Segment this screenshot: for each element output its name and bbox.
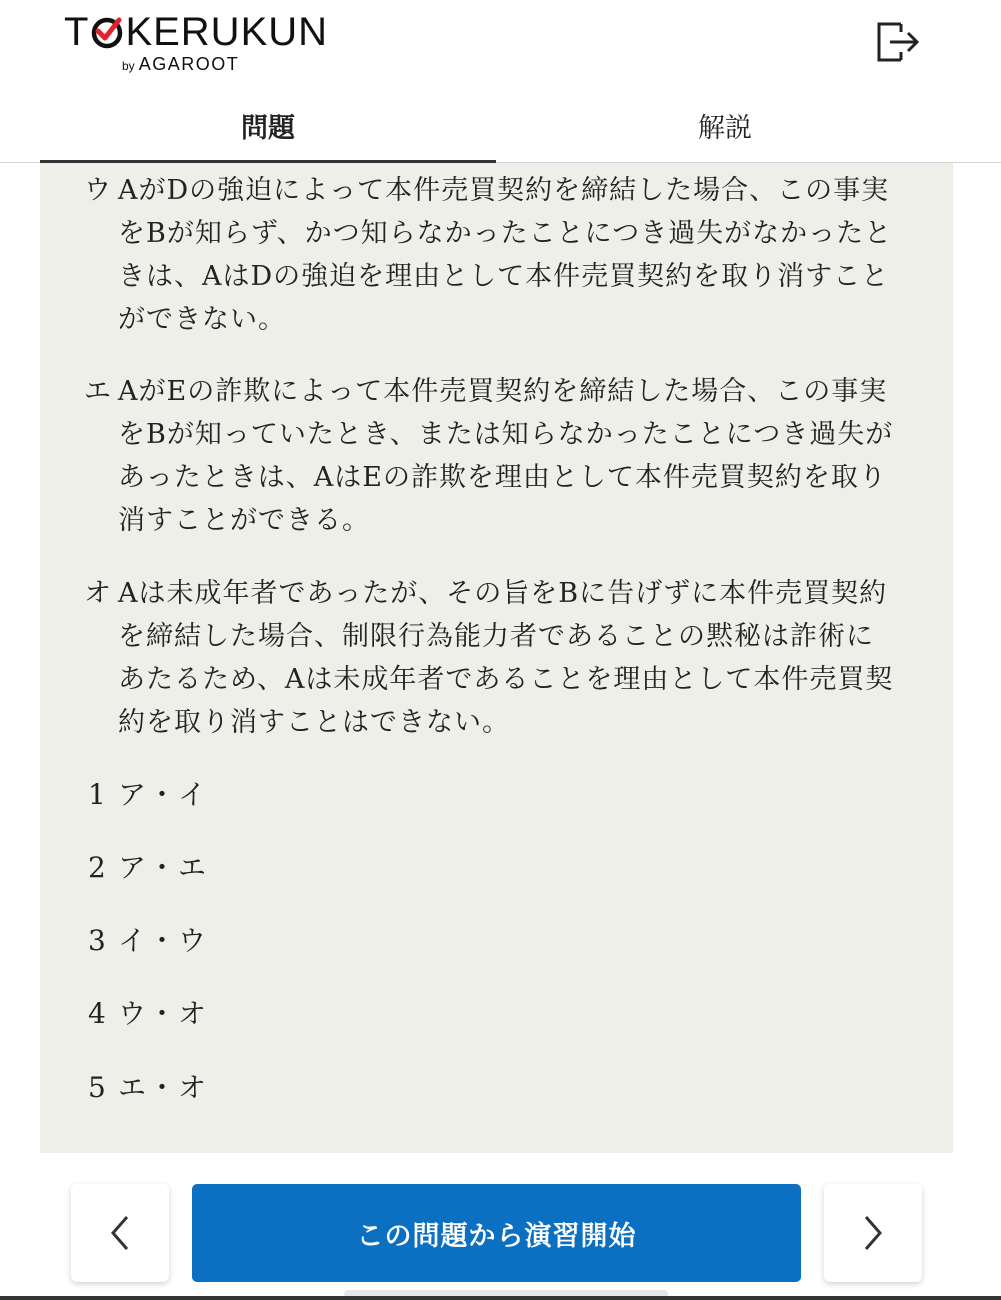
answer-choice: 5 エ・オ	[88, 1071, 209, 1104]
statement-o	[84, 572, 894, 744]
previous-question-button[interactable]	[71, 1184, 169, 1282]
app-header	[0, 0, 1001, 90]
logo-byline: by AGAROOT	[122, 54, 240, 74]
statement-e	[84, 370, 894, 542]
next-question-button[interactable]	[824, 1184, 922, 1282]
answer-choice: 2 ア・エ	[88, 851, 209, 884]
answer-choice: 1 ア・イ	[88, 778, 209, 811]
question-content	[40, 163, 953, 1153]
statement-mark: ウ	[84, 175, 112, 206]
chevron-right-icon	[861, 1213, 885, 1253]
tab-bar	[0, 90, 1001, 163]
logo-wordmark: T KERUKUN	[64, 10, 329, 54]
statement-text: AがEの詐欺によって本件売買契約を締結した場合、この事実をBが知っていたとき、または知らなかったことにつき過失があったときは、AはEの詐欺を理由として本件売買契約を取り消すことができる。	[118, 376, 894, 536]
statement-mark: オ	[84, 578, 112, 609]
answer-choice: 3 イ・ウ	[88, 924, 209, 957]
statement-u	[84, 169, 894, 341]
statement-text: Aは未成年者であったが、その旨をBに告げずに本件売買契約を締結した場合、制限行為能力者であることの黙秘は詐術にあたるため、Aは未成年者であることを理由として本件売買契約を取り消すことはできない。	[118, 578, 894, 738]
logout-button[interactable]	[873, 20, 921, 64]
chevron-left-icon	[108, 1213, 132, 1253]
logout-icon	[873, 20, 921, 64]
answer-choice: 4 ウ・オ	[88, 997, 209, 1030]
tab-explanation[interactable]: 解説	[698, 112, 752, 144]
tab-question[interactable]: 問題	[40, 90, 496, 163]
check-circle-logo-icon	[90, 15, 124, 49]
start-practice-button[interactable]: この問題から演習開始	[192, 1184, 801, 1282]
statement-text: AがDの強迫によって本件売買契約を締結した場合、この事実をBが知らず、かつ知らなかったことにつき過失がなかったときは、AはDの強迫を理由として本件売買契約を取り消すことができない。	[118, 175, 893, 335]
statement-mark: エ	[84, 376, 112, 407]
bottom-edge	[0, 1296, 1001, 1300]
footer-bar	[0, 1153, 1001, 1300]
tokerukun-logo[interactable]	[64, 12, 336, 76]
